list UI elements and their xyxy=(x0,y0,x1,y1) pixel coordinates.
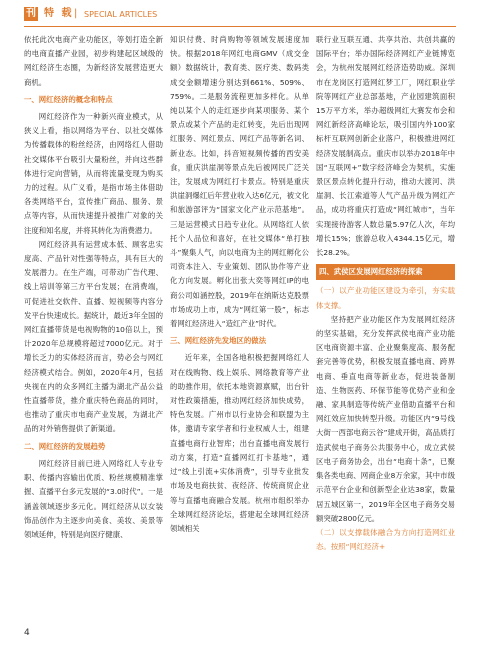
page-number: 4 xyxy=(24,628,30,638)
paragraph-continued: 联行业互联互通、共享共治、共创共赢的国际平台；举办国际经济网红产业链博览会，为杭州发展网红经济造势助威。深圳市在龙岗区打造网红梦工厂，网红职业学院等网红产业总部基地，产业园建筑面积15万平方米，举办超级网红大赛发布会和网红新经济高峰论坛，吸引国内外100家标杆互联网创新企业落户，积极推进网红经济发展制高点。重庆市以举办2018年中国“互联网+”数字经济峰会为契机，实施景区景点转化提升行动，推动大渡河、洪崖洞、长江索道等人气产品升级为网红产品，成功将重庆打造成“网红城市”，当年实现接待游客人数总量5.97亿人次，年均增长15%；旅游总收入4344.15亿元，增长28.2%。 xyxy=(316,35,455,258)
header-badge-icon: 刊 xyxy=(26,8,36,19)
section-heading: 二、网红经济的发展趋势 xyxy=(24,441,106,451)
section-heading: 一、网红经济的概念和特点 xyxy=(24,94,113,104)
header-section-title: 特 载 xyxy=(44,8,74,19)
subsection-heading: （一）以产业功能区建设为牵引，夯实载体支撑。 xyxy=(316,286,455,310)
section-heading-highlight: 四、武侯区发展网红经济的探索 xyxy=(316,264,455,280)
paragraph: 网红经济具有运营成本低、顾客忠实度高、产品针对性强等特点，具有巨大的发展潜力。在生产端，可带动广告代理、线上培训等第三方平台发展；在消费端，可促进社交软件、直播、短视频等内容分发平台快速成长。据统计，最近3年全国的网红直播带货是电视购物的10倍以上，预计2020年总规模将超过7000亿元。对于增长乏力的实体经济而言，势必会与网红经济模式结合。例如，2020年4月，包括央视在内的众多网红主播为湖北产品公益性直播带货，推介重庆特色商品的同时，也推动了重庆市电商产业发展，为湖北产品的对外销售提供了新渠道。 xyxy=(24,239,163,434)
header-separator: | xyxy=(74,8,78,19)
text-column-2 xyxy=(170,33,309,621)
paragraph-continued: 知识付费、时尚购物等领域发展速度加快。根据2018年网红电商GMV（成交金额）数据统计，教育类、医疗类、数码类成交金额增速分别达到661%、509%、759%。二是服务流程更加多样化。从单纯以某个人的走红逐步向某项服务、某个景点或某个产品的走红转变，先后出现网红服务、网红景点、网红产品等新名词、新业态。比如，抖音短视频传播的西安美食，重庆洪崖洞等景点先后被网民广泛关注，发展成为网红打卡景点。特别是重庆洪崖洞爆红后年营业收入达6亿元，被文化和旅游部评为“国家文化产业示范基地”。三是运营模式日趋专业化。从网络红人依托个人品位和喜好，在社交媒体“单打独斗”聚集人气，向以电商为主的网红孵化公司资本注入、专业策划、团队协作等产业化方向发展。孵化出张大奕等网红IP的电商公司如涵控股，2019年在纳斯达克股票市场成功上市，成为“网红第一股”，标志着网红经济进入“造红产业”时代。 xyxy=(170,35,309,329)
text-column-1 xyxy=(24,33,163,621)
paragraph: 网红经济目前已进入网络红人专业专职、传播内容输出优质、粉丝规模精准掌握、直播平台多元发展的“3.0时代”。一是涵盖领域逐步多元化。网红经济从以女装饰品创作为主逐步向美食、美妆、美景等领域延伸，特别是向医疗健康、 xyxy=(24,458,163,539)
section-heading: 三、网红经济先发地区的做法 xyxy=(170,336,267,346)
text-column-3 xyxy=(316,33,455,621)
header-rule xyxy=(24,26,456,27)
paragraph: 网红经济作为一种新兴商业模式，从狭义上看，指以网络为平台、以社交媒体为传播载体的粉丝经济，由网络红人借助社交媒体平台吸引大量粉丝，并向这些群体进行定向营销，从而将流量变现为购买力的过程。从广义看，是指市场主体借助各类网络平台，宣传推广商品、服务、景点等内容，从而快速提升被推广对象的关注度和知名度，并将其转化为消费潜力。 xyxy=(24,112,163,235)
header-subtitle: SPECIAL ARTICLES xyxy=(84,10,158,19)
paragraph-continued: 依托此次电商产业功能区，等划打造全新的电商直播产业园，初步构建起区域级的网红经济生态圈，为新经济发展营造更大商机。 xyxy=(24,35,163,87)
subsection-heading: （二）以支撑载体融合为方向打造网红业态。按照“网红经济+ xyxy=(316,527,455,552)
paragraph: 坚持把产业功能区作为发展网红经济的坚实基础，充分发挥武侯电商产业功能区电商资源丰富、企业聚集度高、服务配套完善等优势，积极发展直播电商、跨界电商、垂直电商等新业态，促进装备制造、生物医药、环保节能等优势产业和金融、家具制造等传统产业借助直播平台和网红效应加快转型升级。功能区内“9号线大街一西部电商云谷”建成开街，高品质打造武侯电子商务公共服务中心，成立武侯区电子商务协会，出台“电商十条”，已聚集各类电商、网商企业8万余家，其中市级示范平台企业和创新型企业达38家，数量居五城区第一，2019年全区电子商务交易额突破2800亿元。 xyxy=(316,314,455,523)
page-header xyxy=(0,0,480,28)
paragraph: 近年来，全国各地积极把握网络红人对在线购物、线上娱乐、网络教育等产业的助推作用，依托本地资源禀赋，出台针对性政策措施，推动网红经济加快成势，特色发展。广州市以行业协会和联盟为主体，邀请专家学者和行业权威人士，组建直播电商行业智库；出台直播电商发展行动方案，打造“直播网红打卡基地”，通过“线上引流+实体消费”，引导专业批发市场及电商扶贫、夜经济、传统商贸企业等与直播电商融合发展。杭州市组织举办全球网红经济论坛，搭建起全球网红经济领域相关 xyxy=(170,353,309,533)
